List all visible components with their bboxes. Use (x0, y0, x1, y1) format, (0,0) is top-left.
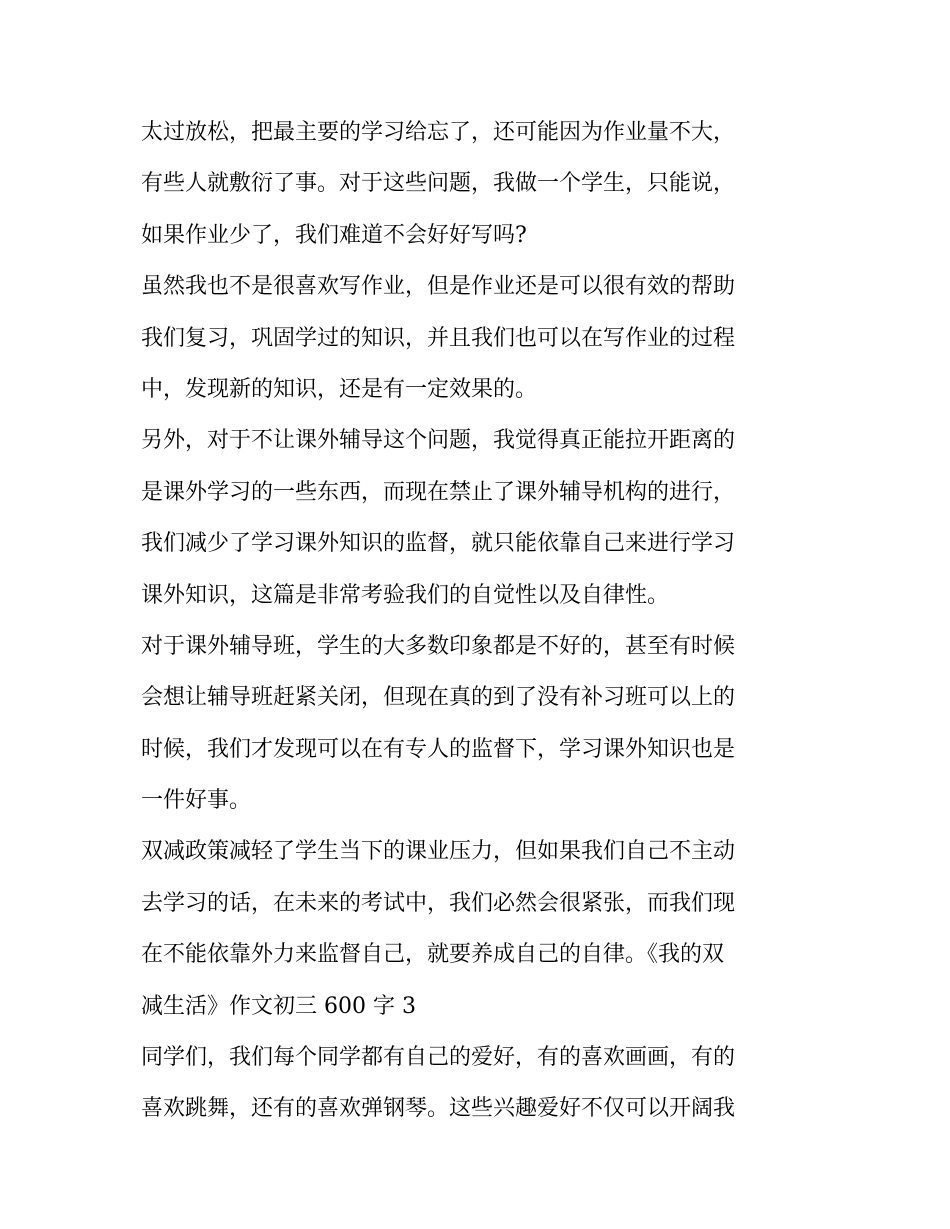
text-line: 一件好事。 (141, 788, 252, 814)
text-line: 如果作业少了，我们难道不会好好写吗? (141, 222, 527, 248)
text-line: 时候，我们才发现可以在有专人的监督下，学习课外知识也是 (141, 736, 736, 762)
text-line: 是课外学习的一些东西，而现在禁止了课外辅导机构的进行， (141, 479, 736, 505)
text-line: 减生活》作文初三 600 字 3 (141, 993, 416, 1019)
text-line: 中，发现新的知识，还是有一定效果的。 (141, 376, 538, 402)
text-line: 在不能依靠外力来监督自己，就要养成自己的自律。《我的双 (141, 942, 725, 968)
text-line: 我们减少了学习课外知识的监督，就只能依靠自己来进行学习 (141, 531, 736, 557)
text-line: 另外，对于不让课外辅导这个问题，我觉得真正能拉开距离的 (141, 428, 736, 454)
text-line: 喜欢跳舞，还有的喜欢弹钢琴。这些兴趣爱好不仅可以开阔我 (141, 1096, 736, 1122)
text-line: 有些人就敷衍了事。对于这些问题，我做一个学生，只能说， (141, 171, 736, 197)
text-line: 我们复习，巩固学过的知识，并且我们也可以在写作业的过程 (141, 325, 736, 351)
text-line: 课外知识，这篇是非常考验我们的自觉性以及自律性。 (141, 582, 670, 608)
text-line: 去学习的话，在未来的考试中，我们必然会很紧张，而我们现 (141, 890, 736, 916)
document-body (141, 107, 821, 1135)
text-line: 会想让辅导班赶紧关闭，但现在真的到了没有补习班可以上的 (141, 685, 736, 711)
text-line: 双减政策减轻了学生当下的课业压力，但如果我们自己不主动 (141, 839, 736, 865)
text-line: 太过放松，把最主要的学习给忘了，还可能因为作业量不大， (141, 120, 736, 145)
text-line: 同学们，我们每个同学都有自己的爱好，有的喜欢画画，有的 (141, 1045, 736, 1071)
text-line: 虽然我也不是很喜欢写作业，但是作业还是可以很有效的帮助 (141, 274, 736, 300)
text-line: 对于课外辅导班，学生的大多数印象都是不好的，甚至有时候 (141, 633, 736, 659)
